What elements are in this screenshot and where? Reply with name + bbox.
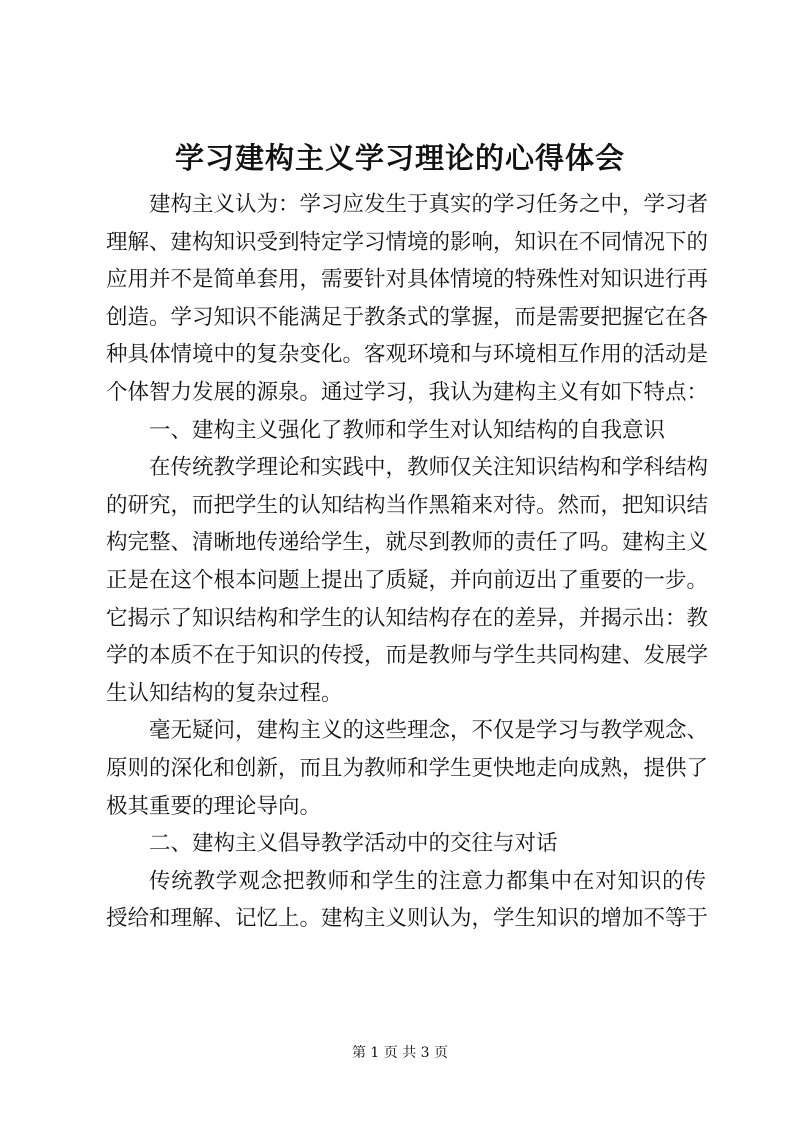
- document-body: [106, 186, 709, 938]
- text-line: 在传统教学理论和实践中，教师仅关注知识结构和学科结构: [149, 455, 709, 481]
- text-line: 传统教学观念把教师和学生的注意力都集中在对知识的传: [149, 868, 706, 894]
- page-footer: 第 1 页 共 3 页: [351, 1045, 449, 1061]
- text-line: 创造。学习知识不能满足于教条式的掌握，而是需要把握它在各: [106, 304, 709, 330]
- text-line: 极其重要的理论导向。: [106, 793, 322, 819]
- text-line: 生认知结构的复杂过程。: [106, 680, 343, 706]
- text-line: 的研究，而把学生的认知结构当作黑箱来对待。然而，把知识结: [106, 492, 709, 518]
- text-line: 毫无疑问，建构主义的这些理念，不仅是学习与教学观念、: [149, 718, 709, 744]
- text-line: 学的本质不在于知识的传授，而是教师与学生共同构建、发展学: [106, 643, 709, 669]
- text-line: 原则的深化和创新，而且为教师和学生更快地走向成熟，提供了: [106, 755, 709, 781]
- text-line: 理解、建构知识受到特定学习情境的影响，知识在不同情况下的: [106, 229, 709, 255]
- text-line: 个体智力发展的源泉。通过学习，我认为建构主义有如下特点：: [106, 379, 709, 405]
- text-line: 构完整、清晰地传递给学生，就尽到教师的责任了吗。建构主义: [106, 530, 709, 556]
- text-line: 它揭示了知识结构和学生的认知结构存在的差异，并揭示出：教: [106, 605, 709, 631]
- text-line: 正是在这个根本问题上提出了质疑，并向前迈出了重要的一步。: [106, 567, 709, 593]
- section-heading: 二、建构主义倡导教学活动中的交往与对话: [149, 831, 558, 857]
- text-line: 授给和理解、记忆上。建构主义则认为，学生知识的增加不等于: [106, 906, 709, 932]
- text-line: 种具体情境中的复杂变化。客观环境和与环境相互作用的活动是: [106, 342, 709, 368]
- section-heading: 一、建构主义强化了教师和学生对认知结构的自我意识: [149, 417, 666, 443]
- text-line: 应用并不是简单套用，需要针对具体情境的特殊性对知识进行再: [106, 267, 709, 293]
- document-title: 学习建构主义学习理论的心得体会: [174, 141, 625, 175]
- text-line: 建构主义认为：学习应发生于真实的学习任务之中，学习者: [149, 192, 709, 217]
